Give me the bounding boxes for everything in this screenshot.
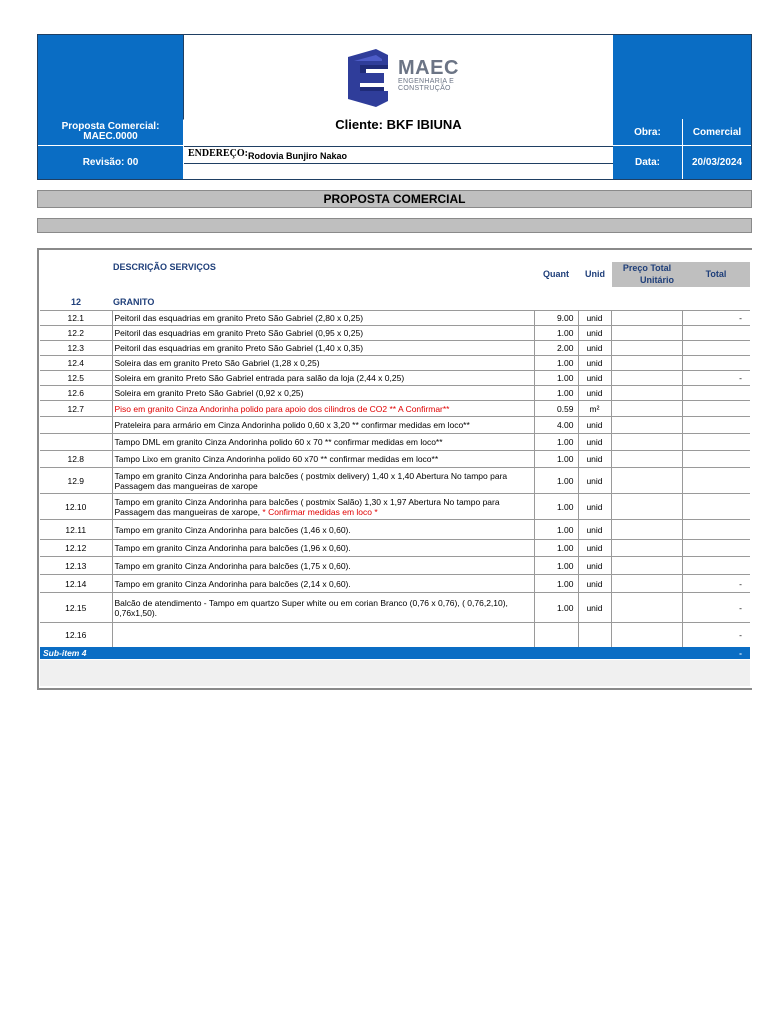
item-unit-price — [611, 434, 682, 451]
item-description — [112, 540, 534, 557]
item-description — [112, 356, 534, 371]
gray-divider-bar — [37, 218, 752, 233]
item-number: 12.10 — [40, 494, 112, 520]
item-unit-price — [611, 520, 682, 540]
item-description-note: * Confirmar medidas em loco * — [262, 506, 378, 517]
item-unit: unid — [578, 311, 611, 326]
item-number: 12.11 — [40, 520, 112, 540]
table-row — [40, 341, 750, 356]
item-description-text: Peitoril das esquadrias em granito Preto São Gabriel (2,80 x 0,25) — [114, 313, 364, 323]
item-quantity: 9.00 — [534, 311, 578, 326]
item-unit: unid — [578, 341, 611, 356]
item-number: 12.1 — [40, 311, 112, 326]
subitem-label: Sub-item 4 — [43, 648, 87, 658]
proposal-code: MAEC.0000 — [83, 131, 138, 142]
item-number: 12.5 — [40, 371, 112, 386]
item-description — [112, 371, 534, 386]
column-header-unid: Unid — [585, 269, 605, 279]
item-total — [682, 557, 750, 575]
item-unit: unid — [578, 356, 611, 371]
header-blue-block-left — [38, 35, 184, 120]
obra-label: Obra: — [613, 119, 682, 145]
item-number: 12.3 — [40, 341, 112, 356]
item-unit: unid — [578, 593, 611, 623]
item-unit: unid — [578, 386, 611, 401]
item-number: 12.2 — [40, 326, 112, 341]
item-description-text: Soleira em granito Preto São Gabriel (0,92 x 0,25) — [114, 388, 304, 398]
item-description — [112, 341, 534, 356]
logo-wordmark — [398, 58, 459, 92]
item-description-text: Piso em granito Cinza Andorinha polido para apoio dos cilindros de CO2 ** A Confirmar** — [114, 403, 450, 414]
item-unit: unid — [578, 520, 611, 540]
item-unit-price — [611, 417, 682, 434]
item-description-text: Balcão de atendimento - Tampo em quartzo Super white ou em corian Branco (0,76 x 0,76), ( 0,76,2,10), 0,76x1,50). — [114, 597, 508, 618]
item-description-text: Peitoril das esquadrias em granito Preto São Gabriel (0,95 x 0,25) — [114, 328, 364, 338]
item-total — [682, 417, 750, 434]
item-unit: unid — [578, 371, 611, 386]
proposal-label: Proposta Comercial: — [61, 121, 160, 132]
preco-header-line1: Preço Total — [622, 263, 672, 273]
item-description — [112, 434, 534, 451]
item-description — [112, 557, 534, 575]
item-unit-price — [611, 386, 682, 401]
item-description-text: Tampo em granito Cinza Andorinha para balcões (2,14 x 0,60). — [114, 578, 351, 589]
item-total — [682, 386, 750, 401]
item-number: 12.9 — [40, 468, 112, 494]
item-description-text: Tampo em granito Cinza Andorinha para balcões ( postmix delivery) 1,40 x 1,40 Abertura No tampo para Passagem das mangueiras de xarope — [114, 470, 508, 491]
item-description-text: Tampo DML em granito Cinza Andorinha polido 60 x 70 ** confirmar medidas em loco** — [114, 437, 443, 447]
item-total — [682, 540, 750, 557]
item-unit-price — [611, 575, 682, 593]
subitem-bar — [40, 647, 750, 659]
item-description-text: Tampo em granito Cinza Andorinha para balcões (1,96 x 0,60). — [114, 543, 351, 553]
item-quantity — [534, 623, 578, 648]
table-row — [40, 623, 750, 648]
item-unit-price — [611, 311, 682, 326]
table-row — [40, 386, 750, 401]
table-row — [40, 371, 750, 386]
items-body — [40, 311, 750, 648]
item-description — [112, 451, 534, 468]
item-total: - — [682, 623, 750, 648]
item-description-text: Soleira em granito Preto São Gabriel entrada para salão da loja (2,44 x 0,25) — [114, 373, 405, 383]
items-table — [40, 310, 750, 648]
table-row — [40, 557, 750, 575]
item-quantity: 1.00 — [534, 540, 578, 557]
item-unit — [578, 623, 611, 648]
item-quantity: 1.00 — [534, 557, 578, 575]
item-unit-price — [611, 494, 682, 520]
item-quantity: 1.00 — [534, 356, 578, 371]
item-description-text: Tampo Lixo em granito Cinza Andorinha polido 60 x70 ** confirmar medidas em loco** — [114, 454, 439, 464]
item-unit-price — [611, 401, 682, 417]
item-quantity: 1.00 — [534, 468, 578, 494]
item-unit-price — [611, 371, 682, 386]
item-unit: unid — [578, 575, 611, 593]
item-quantity: 1.00 — [534, 593, 578, 623]
address-value: Rodovia Bunjiro Nakao — [248, 151, 348, 161]
client-name: Cliente: BKF IBIUNA — [335, 117, 462, 132]
revision: Revisão: 00 — [38, 146, 183, 179]
item-unit-price — [611, 451, 682, 468]
item-total — [682, 326, 750, 341]
item-description — [112, 401, 534, 417]
item-unit: unid — [578, 326, 611, 341]
item-description — [112, 575, 534, 593]
address-label: ENDEREÇO: — [188, 148, 249, 159]
item-unit: unid — [578, 434, 611, 451]
item-quantity: 0.59 — [534, 401, 578, 417]
subitem-total: - — [739, 648, 742, 658]
item-total — [682, 401, 750, 417]
table-row — [40, 434, 750, 451]
item-total: - — [682, 311, 750, 326]
section-number: 12 — [70, 297, 81, 307]
item-unit-price — [611, 341, 682, 356]
table-row — [40, 468, 750, 494]
item-description — [112, 623, 534, 648]
item-unit-price — [611, 356, 682, 371]
table-row — [40, 575, 750, 593]
item-quantity: 1.00 — [534, 386, 578, 401]
item-unit: unid — [578, 468, 611, 494]
item-description-text: Tampo em granito Cinza Andorinha para balcões ( postmix Salão) 1,30 x 1,97 Abertura No tampo para Passagem das mangueiras de xarope, — [114, 496, 500, 517]
item-description — [112, 311, 534, 326]
item-description-text: Tampo em granito Cinza Andorinha para balcões (1,75 x 0,60). — [114, 560, 351, 571]
table-row — [40, 401, 750, 417]
item-unit-price — [611, 593, 682, 623]
item-number — [40, 417, 112, 434]
data-label: Data: — [613, 146, 682, 179]
item-total: - — [682, 371, 750, 386]
item-description-text: Peitoril das esquadrias em granito Preto São Gabriel (1,40 x 0,35) — [114, 343, 364, 353]
table-row — [40, 520, 750, 540]
item-number: 12.12 — [40, 540, 112, 557]
item-description — [112, 326, 534, 341]
item-description-text: Soleira das em granito Preto São Gabriel (1,28 x 0,25) — [114, 358, 320, 368]
column-header-quant: Quant — [543, 269, 569, 279]
item-number — [40, 434, 112, 451]
item-description-text: Prateleira para armário em Cinza Andorinha polido 0,60 x 3,20 ** confirmar medidas em loco** — [114, 420, 470, 430]
page-title: PROPOSTA COMERCIAL — [37, 190, 752, 208]
item-unit-price — [611, 326, 682, 341]
proposal-number — [38, 119, 183, 145]
item-quantity: 1.00 — [534, 520, 578, 540]
item-quantity: 2.00 — [534, 341, 578, 356]
item-description — [112, 520, 534, 540]
item-quantity: 1.00 — [534, 434, 578, 451]
item-unit-price — [611, 557, 682, 575]
item-number: 12.15 — [40, 593, 112, 623]
item-unit: unid — [578, 540, 611, 557]
item-unit: unid — [578, 417, 611, 434]
table-row — [40, 326, 750, 341]
item-quantity: 4.00 — [534, 417, 578, 434]
logo-subtitle-1: ENGENHARIA E — [398, 78, 455, 85]
item-total — [682, 494, 750, 520]
item-total: - — [682, 575, 750, 593]
item-number: 12.16 — [40, 623, 112, 648]
item-total — [682, 451, 750, 468]
data-value: 20/03/2024 — [683, 146, 751, 179]
item-quantity: 1.00 — [534, 326, 578, 341]
item-description-text: Tampo em granito Cinza Andorinha para balcões (1,46 x 0,60). — [114, 524, 351, 535]
proposal-header — [37, 34, 752, 180]
item-unit-price — [611, 623, 682, 648]
item-unit: unid — [578, 451, 611, 468]
item-description — [112, 386, 534, 401]
bottom-gray-area — [40, 660, 750, 686]
item-total — [682, 468, 750, 494]
item-unit: m² — [578, 401, 611, 417]
column-header-total: Total — [682, 262, 750, 287]
item-quantity: 1.00 — [534, 575, 578, 593]
item-description — [112, 468, 534, 494]
item-total — [682, 520, 750, 540]
item-quantity: 1.00 — [534, 494, 578, 520]
header-blue-block-right — [613, 35, 751, 119]
item-number: 12.6 — [40, 386, 112, 401]
column-header-preco — [612, 262, 682, 287]
table-row — [40, 356, 750, 371]
table-row — [40, 451, 750, 468]
table-row — [40, 494, 750, 520]
item-description — [112, 417, 534, 434]
table-row — [40, 417, 750, 434]
obra-value: Comercial — [683, 119, 751, 145]
item-total: - — [682, 593, 750, 623]
item-unit: unid — [578, 494, 611, 520]
item-unit-price — [611, 540, 682, 557]
table-row — [40, 311, 750, 326]
item-total — [682, 434, 750, 451]
logo-subtitle-2: CONSTRUÇÃO — [398, 85, 451, 92]
item-total — [682, 341, 750, 356]
table-row — [40, 593, 750, 623]
item-description — [112, 494, 534, 520]
item-quantity: 1.00 — [534, 451, 578, 468]
item-quantity: 1.00 — [534, 371, 578, 386]
item-number: 12.4 — [40, 356, 112, 371]
item-number: 12.8 — [40, 451, 112, 468]
preco-header-line2: Unitário — [639, 275, 674, 285]
item-description — [112, 593, 534, 623]
item-number: 12.7 — [40, 401, 112, 417]
table-row — [40, 540, 750, 557]
section-name: GRANITO — [113, 297, 155, 307]
item-number: 12.14 — [40, 575, 112, 593]
item-unit-price — [611, 468, 682, 494]
logo-name: MAEC — [398, 57, 459, 79]
item-total — [682, 356, 750, 371]
column-header-descricao: DESCRIÇÃO SERVIÇOS — [113, 262, 216, 272]
address-row — [184, 146, 613, 164]
item-number: 12.13 — [40, 557, 112, 575]
item-unit: unid — [578, 557, 611, 575]
